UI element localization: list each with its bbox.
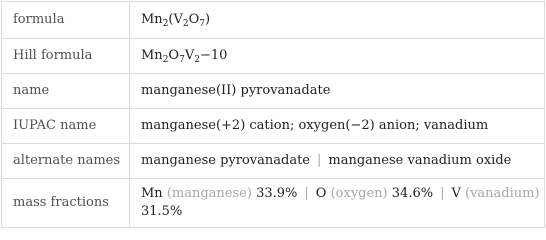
name-value: manganese(II) pyrovanadate [130, 74, 545, 109]
alternate-names-value [130, 144, 545, 179]
element-symbol: O [315, 186, 327, 201]
iupac-name-label: IUPAC name [2, 109, 130, 144]
element-name: (oxygen) [330, 186, 388, 201]
element-symbol: Mn [141, 186, 163, 201]
separator: | [440, 186, 445, 201]
name-label: name [2, 74, 130, 109]
formula-value: $Mn_2(V_2O_7)$ [130, 2, 545, 39]
properties-table [1, 1, 545, 228]
separator: | [317, 153, 322, 168]
hill-formula-value: $Mn_2O_7V_2-10$ [130, 39, 545, 74]
element-name: (vanadium) [465, 186, 540, 201]
formula-label: formula [2, 2, 130, 39]
element-percent: 34.6% [391, 186, 434, 201]
element-name: (manganese) [166, 186, 252, 201]
hill-formula-label: Hill formula [2, 39, 130, 74]
alternate-names-label: alternate names [2, 144, 130, 179]
alternate-name: manganese vanadium oxide [328, 153, 512, 168]
formula-row [2, 2, 545, 39]
element-symbol: V [451, 186, 461, 201]
separator: | [304, 186, 309, 201]
mass-fractions-row [2, 179, 545, 228]
alternate-names-row [2, 144, 545, 179]
iupac-name-row [2, 109, 545, 144]
hill-formula-row [2, 39, 545, 74]
element-percent: 31.5% [141, 204, 183, 219]
element-percent: 33.9% [256, 186, 298, 201]
mass-fractions-value [130, 179, 545, 228]
alternate-name: manganese pyrovanadate [141, 153, 310, 168]
mass-fractions-label: mass fractions [2, 179, 130, 228]
name-row [2, 74, 545, 109]
iupac-name-value: manganese(+2) cation; oxygen(−2) anion; vanadium [130, 109, 545, 144]
